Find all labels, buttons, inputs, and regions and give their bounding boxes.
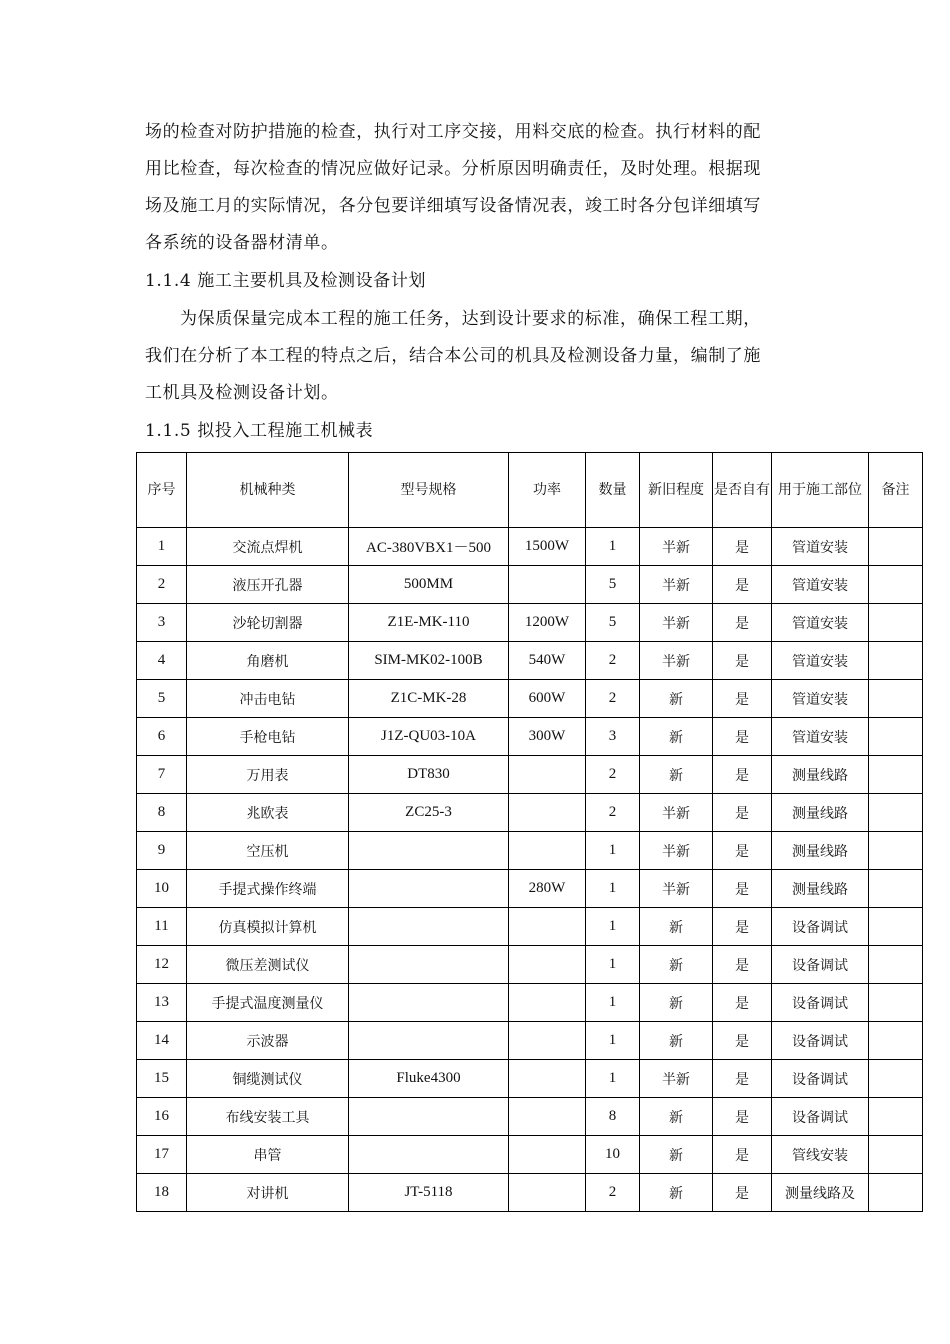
cell-machine-type: 手提式温度测量仪 [187, 984, 349, 1022]
table-row [137, 984, 923, 1022]
table-row [137, 908, 923, 946]
header-index: 序号 [137, 453, 187, 528]
cell-model: ZC25-3 [349, 794, 509, 832]
cell-owned: 是 [713, 1136, 772, 1174]
cell-owned: 是 [713, 756, 772, 794]
cell-power [509, 566, 586, 604]
cell-index: 1 [137, 528, 187, 566]
cell-usage: 测量线路 [772, 870, 869, 908]
cell-owned: 是 [713, 870, 772, 908]
cell-power: 600W [509, 680, 586, 718]
cell-index: 6 [137, 718, 187, 756]
header-owned: 是否自有 [713, 453, 772, 528]
table-row [137, 718, 923, 756]
cell-power [509, 946, 586, 984]
cell-index: 2 [137, 566, 187, 604]
paragraph-line: 工机具及检测设备计划。 [145, 383, 339, 403]
cell-machine-type: 串管 [187, 1136, 349, 1174]
table-row [137, 794, 923, 832]
cell-usage: 测量线路 [772, 756, 869, 794]
cell-condition: 新 [640, 1174, 713, 1212]
cell-index: 9 [137, 832, 187, 870]
cell-power [509, 794, 586, 832]
cell-remarks [869, 566, 923, 604]
cell-remarks [869, 832, 923, 870]
paragraph-line: 场及施工月的实际情况，各分包要详细填写设备情况表，竣工时各分包详细填写 [145, 196, 761, 216]
cell-quantity: 1 [586, 984, 640, 1022]
cell-machine-type: 液压开孔器 [187, 566, 349, 604]
header-power: 功率 [509, 453, 586, 528]
cell-machine-type: 示波器 [187, 1022, 349, 1060]
cell-power: 540W [509, 642, 586, 680]
header-quantity: 数量 [586, 453, 640, 528]
cell-remarks [869, 604, 923, 642]
table-row [137, 870, 923, 908]
cell-quantity: 5 [586, 604, 640, 642]
cell-model: DT830 [349, 756, 509, 794]
cell-index: 17 [137, 1136, 187, 1174]
cell-remarks [869, 1136, 923, 1174]
cell-machine-type: 角磨机 [187, 642, 349, 680]
paragraph-line: 场的检查对防护措施的检查，执行对工序交接，用料交底的检查。执行材料的配 [145, 122, 761, 142]
cell-remarks [869, 756, 923, 794]
cell-quantity: 2 [586, 756, 640, 794]
cell-quantity: 1 [586, 908, 640, 946]
table-row [137, 756, 923, 794]
cell-owned: 是 [713, 1022, 772, 1060]
equipment-table [136, 452, 923, 1212]
cell-model [349, 946, 509, 984]
cell-condition: 新 [640, 1022, 713, 1060]
cell-condition: 半新 [640, 566, 713, 604]
cell-quantity: 2 [586, 794, 640, 832]
cell-index: 15 [137, 1060, 187, 1098]
cell-quantity: 10 [586, 1136, 640, 1174]
cell-condition: 新 [640, 680, 713, 718]
cell-remarks [869, 1098, 923, 1136]
cell-owned: 是 [713, 680, 772, 718]
table-row [137, 1060, 923, 1098]
section-heading-1-1-4: 1.1.4 施工主要机具及检测设备计划 [145, 271, 427, 291]
cell-model [349, 1022, 509, 1060]
cell-power: 280W [509, 870, 586, 908]
cell-model: Fluke4300 [349, 1060, 509, 1098]
table-row [137, 566, 923, 604]
cell-usage: 测量线路 [772, 794, 869, 832]
table-row [137, 1098, 923, 1136]
cell-condition: 新 [640, 1098, 713, 1136]
cell-owned: 是 [713, 566, 772, 604]
table-row [137, 1022, 923, 1060]
paragraph-line: 各系统的设备器材清单。 [145, 233, 339, 253]
cell-remarks [869, 1174, 923, 1212]
cell-condition: 新 [640, 718, 713, 756]
cell-usage: 设备调试 [772, 1022, 869, 1060]
cell-remarks [869, 946, 923, 984]
table-row [137, 832, 923, 870]
cell-index: 16 [137, 1098, 187, 1136]
cell-quantity: 2 [586, 642, 640, 680]
cell-owned: 是 [713, 832, 772, 870]
cell-quantity: 2 [586, 680, 640, 718]
cell-index: 5 [137, 680, 187, 718]
cell-owned: 是 [713, 1174, 772, 1212]
cell-usage: 设备调试 [772, 908, 869, 946]
cell-model: SIM-MK02-100B [349, 642, 509, 680]
cell-power [509, 908, 586, 946]
cell-power [509, 1098, 586, 1136]
cell-owned: 是 [713, 984, 772, 1022]
table-row [137, 604, 923, 642]
cell-remarks [869, 870, 923, 908]
cell-model [349, 1098, 509, 1136]
table-row [137, 642, 923, 680]
cell-condition: 半新 [640, 604, 713, 642]
cell-remarks [869, 984, 923, 1022]
cell-owned: 是 [713, 946, 772, 984]
cell-usage: 设备调试 [772, 984, 869, 1022]
cell-condition: 半新 [640, 1060, 713, 1098]
header-usage: 用于施工部位 [772, 453, 869, 528]
cell-model [349, 984, 509, 1022]
cell-owned: 是 [713, 528, 772, 566]
cell-usage: 管道安装 [772, 604, 869, 642]
cell-machine-type: 交流点焊机 [187, 528, 349, 566]
table-row [137, 1136, 923, 1174]
paragraph-line: 用比检查，每次检查的情况应做好记录。分析原因明确责任，及时处理。根据现 [145, 159, 761, 179]
cell-condition: 新 [640, 908, 713, 946]
cell-usage: 设备调试 [772, 1098, 869, 1136]
cell-quantity: 3 [586, 718, 640, 756]
cell-model: Z1C-MK-28 [349, 680, 509, 718]
cell-machine-type: 铜缆测试仪 [187, 1060, 349, 1098]
cell-index: 3 [137, 604, 187, 642]
cell-index: 8 [137, 794, 187, 832]
cell-index: 14 [137, 1022, 187, 1060]
cell-power [509, 1060, 586, 1098]
cell-quantity: 8 [586, 1098, 640, 1136]
cell-index: 10 [137, 870, 187, 908]
cell-power [509, 984, 586, 1022]
cell-remarks [869, 1022, 923, 1060]
table-row [137, 1174, 923, 1212]
cell-owned: 是 [713, 604, 772, 642]
paragraph-line: 为保质保量完成本工程的施工任务，达到设计要求的标准，确保工程工期， [180, 309, 761, 329]
cell-index: 18 [137, 1174, 187, 1212]
cell-power [509, 832, 586, 870]
cell-remarks [869, 680, 923, 718]
header-machine-type: 机械种类 [187, 453, 349, 528]
cell-condition: 半新 [640, 528, 713, 566]
table-header-row [137, 453, 923, 528]
cell-condition: 半新 [640, 870, 713, 908]
cell-owned: 是 [713, 718, 772, 756]
cell-model: J1Z-QU03-10A [349, 718, 509, 756]
cell-power [509, 756, 586, 794]
cell-owned: 是 [713, 1060, 772, 1098]
cell-quantity: 1 [586, 1022, 640, 1060]
cell-power [509, 1022, 586, 1060]
cell-condition: 新 [640, 946, 713, 984]
section-heading-1-1-5: 1.1.5 拟投入工程施工机械表 [145, 421, 374, 441]
cell-index: 12 [137, 946, 187, 984]
cell-model [349, 1136, 509, 1174]
cell-remarks [869, 528, 923, 566]
cell-quantity: 1 [586, 870, 640, 908]
cell-usage: 管道安装 [772, 642, 869, 680]
table-body [137, 528, 923, 1212]
cell-condition: 新 [640, 984, 713, 1022]
header-condition: 新旧程度 [640, 453, 713, 528]
cell-machine-type: 微压差测试仪 [187, 946, 349, 984]
cell-index: 7 [137, 756, 187, 794]
cell-quantity: 1 [586, 1060, 640, 1098]
table-row [137, 528, 923, 566]
cell-usage: 测量线路 [772, 832, 869, 870]
cell-index: 11 [137, 908, 187, 946]
cell-owned: 是 [713, 794, 772, 832]
cell-model: AC-380VBX1－500 [349, 528, 509, 566]
cell-model [349, 832, 509, 870]
cell-index: 4 [137, 642, 187, 680]
cell-remarks [869, 718, 923, 756]
cell-power: 1200W [509, 604, 586, 642]
table-row [137, 680, 923, 718]
cell-machine-type: 仿真模拟计算机 [187, 908, 349, 946]
cell-condition: 新 [640, 756, 713, 794]
cell-quantity: 1 [586, 832, 640, 870]
cell-machine-type: 兆欧表 [187, 794, 349, 832]
cell-machine-type: 对讲机 [187, 1174, 349, 1212]
cell-owned: 是 [713, 908, 772, 946]
cell-condition: 半新 [640, 642, 713, 680]
cell-index: 13 [137, 984, 187, 1022]
table-row [137, 946, 923, 984]
cell-condition: 半新 [640, 832, 713, 870]
cell-usage: 管线安装 [772, 1136, 869, 1174]
cell-quantity: 5 [586, 566, 640, 604]
cell-power: 1500W [509, 528, 586, 566]
cell-usage: 设备调试 [772, 1060, 869, 1098]
cell-quantity: 1 [586, 946, 640, 984]
cell-usage: 管道安装 [772, 566, 869, 604]
cell-model: JT-5118 [349, 1174, 509, 1212]
cell-model: Z1E-MK-110 [349, 604, 509, 642]
cell-quantity: 1 [586, 528, 640, 566]
cell-owned: 是 [713, 1098, 772, 1136]
cell-model: 500MM [349, 566, 509, 604]
cell-remarks [869, 908, 923, 946]
paragraph-line: 我们在分析了本工程的特点之后，结合本公司的机具及检测设备力量，编制了施 [145, 346, 761, 366]
cell-machine-type: 万用表 [187, 756, 349, 794]
cell-model [349, 908, 509, 946]
cell-machine-type: 手提式操作终端 [187, 870, 349, 908]
cell-machine-type: 沙轮切割器 [187, 604, 349, 642]
cell-usage: 测量线路及 [772, 1174, 869, 1212]
cell-usage: 管道安装 [772, 528, 869, 566]
cell-machine-type: 冲击电钻 [187, 680, 349, 718]
header-remarks: 备注 [869, 453, 923, 528]
cell-usage: 管道安装 [772, 680, 869, 718]
cell-quantity: 2 [586, 1174, 640, 1212]
cell-power [509, 1174, 586, 1212]
cell-usage: 设备调试 [772, 946, 869, 984]
cell-remarks [869, 642, 923, 680]
cell-machine-type: 布线安装工具 [187, 1098, 349, 1136]
cell-owned: 是 [713, 642, 772, 680]
cell-remarks [869, 1060, 923, 1098]
header-model: 型号规格 [349, 453, 509, 528]
cell-condition: 半新 [640, 794, 713, 832]
cell-model [349, 870, 509, 908]
cell-usage: 管道安装 [772, 718, 869, 756]
cell-condition: 新 [640, 1136, 713, 1174]
cell-machine-type: 空压机 [187, 832, 349, 870]
cell-power: 300W [509, 718, 586, 756]
cell-power [509, 1136, 586, 1174]
cell-remarks [869, 794, 923, 832]
cell-machine-type: 手枪电钻 [187, 718, 349, 756]
